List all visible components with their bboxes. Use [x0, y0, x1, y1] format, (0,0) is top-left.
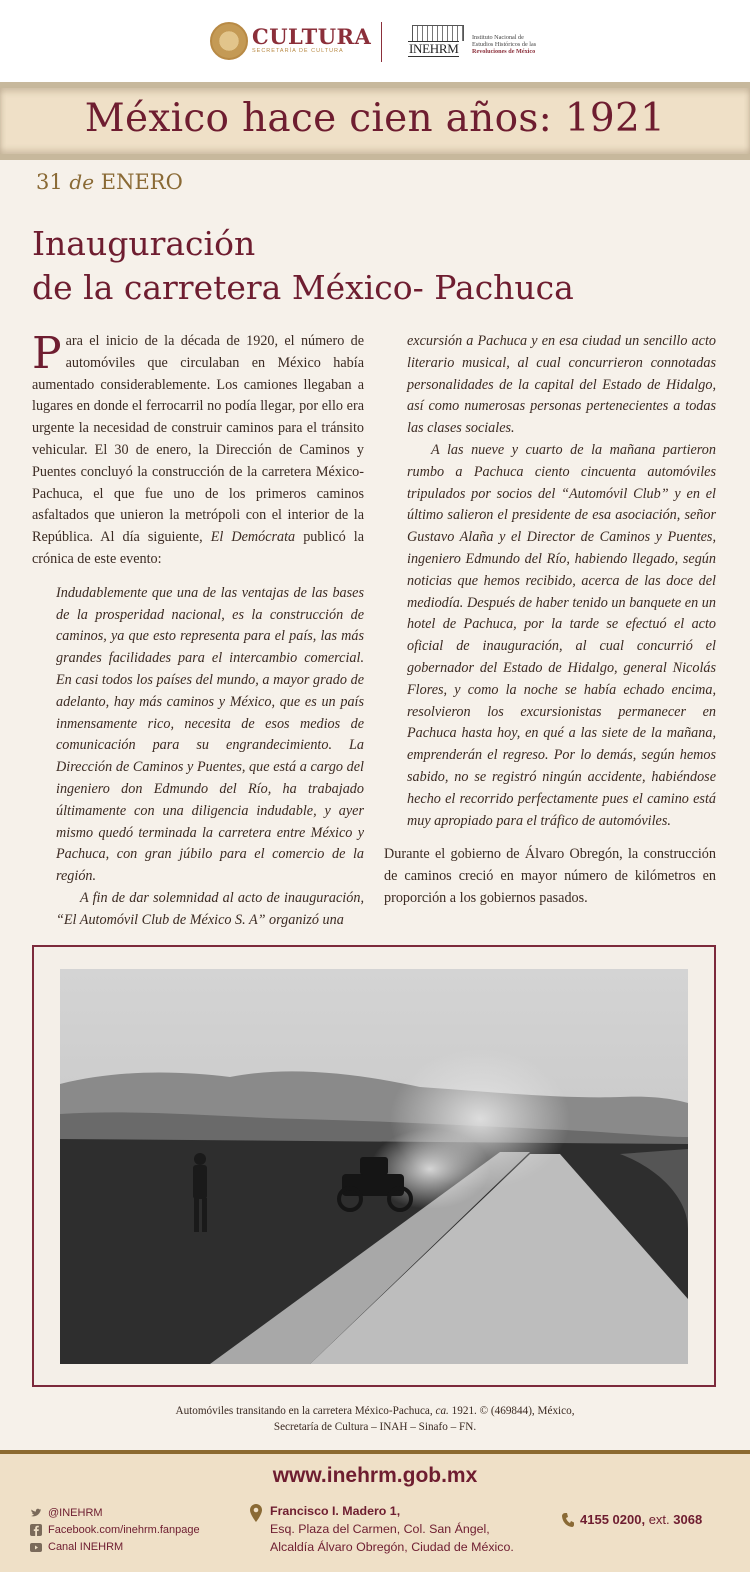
- youtube-icon: [30, 1541, 42, 1553]
- youtube-channel: Canal INEHRM: [48, 1540, 124, 1553]
- building-icon: [412, 25, 464, 41]
- quote-continuation: excursión a Pachuca y en esa ciudad un sencillo acto literario musical, al cual concurrieron connotadas personalidades de la capital del Estado de Hidalgo, así como numerosas personas pertenecientes a todas las clases sociales.: [407, 333, 716, 437]
- newspaper-name: El Demócrata: [210, 529, 296, 546]
- headline-line-1: Inauguración: [32, 224, 256, 263]
- photo-caption: [0, 1403, 750, 1435]
- drop-cap: P: [32, 328, 62, 379]
- location-pin-icon: [250, 1504, 262, 1522]
- facebook-icon: [30, 1524, 42, 1536]
- quote-paragraph-2: A fin de dar solemnidad al acto de inauguración, “El Automóvil Club de México S. A” organizó una: [56, 889, 364, 928]
- facebook-link[interactable]: [30, 1521, 200, 1538]
- inehrm-mark: INEHRM: [409, 41, 459, 56]
- caption-credit: Secretaría de Cultura – INAH – Sinafo – FN.: [273, 1421, 477, 1433]
- cultura-name: CULTURA: [252, 24, 372, 49]
- top-header: [0, 0, 750, 82]
- historic-photo: [60, 969, 688, 1364]
- caption-circa: ca.: [435, 1405, 449, 1417]
- road-scene-illustration: [60, 969, 688, 1364]
- social-links: [30, 1504, 200, 1555]
- address-block: [254, 1502, 514, 1556]
- address-text: [270, 1502, 514, 1556]
- address-line-1: Francisco I. Madero 1,: [270, 1504, 401, 1518]
- cultura-subtitle: SECRETARÍA DE CULTURA: [252, 48, 344, 54]
- intro-text-b: publicó la crónica de este evento:: [32, 529, 365, 567]
- phone-block[interactable]: [562, 1512, 702, 1527]
- closing-paragraph: Durante el gobierno de Álvaro Obregón, la construcción de caminos creció en mayor número de kilómetros en proporción a los gobiernos pasados.: [384, 846, 716, 906]
- caption-text-b: 1921. © (469844), México,: [451, 1405, 575, 1417]
- website-link[interactable]: www.inehrm.gob.mx: [272, 1464, 478, 1487]
- intro-paragraph: [32, 328, 365, 571]
- quote-paragraph-3: A las nueve y cuarto de la mañana partieron rumbo a Pachuca ciento cincuenta automóviles tripulados por socios del “Automóvil Club” y en el último salieron el presidente de esa asociación, señor Gustavo Alaña y el Director de Caminos y Puentes, ingeniero Edmundo del Río, habiendo llegado, según noticias que hemos recibido, acerca de las doce del mediodía. Después de haber tenido un banquete en un hotel de Pachuca, por la tarde se efectuó el acto oficial de inauguración, al cual concurrió el gobernador del Estado de Hidalgo, general Nicolás Flores, y como la noche se había echado encima, resolvieron los excursionistas permanecer en Pachuca hasta hoy, en qué a las siete de la mañana, emprenderán el regreso. Por lo demás, según hemos sabido, no se registró ningún accidente, habiéndose hecho el recorrido perfectamente pues el camino está muy apropiado para el tráfico de automóviles.: [407, 441, 716, 829]
- phone-icon: [562, 1513, 574, 1527]
- quote-paragraph-1: Indudablemente que una de las ventajas de las bases de la prosperidad nacional, es la construcción de caminos, ya que esto representa para el país, las más grandes facilidades para el intercambio comercial. En casi todos los países del mundo, a mayor grado de adelanto, hay más caminos y México, que es un país inmensamente rico, necesita de esos medios de comunicación para su engrandecimiento. La Dirección de Caminos y Puentes, que está a cargo del ingeniero don Edmundo del Río, ha trabajado últimamente con una diligencia indudable, y ayer mismo quedó terminada la carretera entre México y Pachuca, con gran júbilo para el comercio de la región.: [56, 584, 364, 885]
- header-divider: [381, 22, 382, 62]
- headline-line-2: de la carretera México- Pachuca: [32, 268, 574, 307]
- twitter-icon: [30, 1507, 42, 1519]
- address-line-2: Esq. Plaza del Carmen, Col. San Ángel,: [270, 1522, 490, 1536]
- inehrm-line-2: Estudios Históricos de las: [472, 41, 537, 48]
- photo-frame: [32, 945, 716, 1387]
- right-column: [384, 331, 716, 910]
- twitter-handle: @INEHRM: [48, 1506, 103, 1519]
- quote-block-continued: [407, 331, 716, 832]
- quote-block: [56, 583, 364, 932]
- cultura-logo[interactable]: [210, 22, 372, 62]
- title-band: [0, 82, 750, 160]
- intro-text-a: ara el inicio de la década de 1920, el número de automóviles que circulaban en México había aumentado considerablemente. Los camiones llegaban a lugares en donde el ferrocarril no podía llegar, por ello era urgente la necesidad de construir caminos para el tránsito vehicular. El 30 de enero, la Dirección de Caminos y Puentes concluyó la construcción de la carretera México- Pachuca, el que fue uno de los primeros caminos asfaltados que unieron la metrópoli con el interior de la República. Al día siguiente,: [32, 333, 364, 546]
- national-seal-icon: [210, 22, 248, 60]
- twitter-link[interactable]: [30, 1504, 200, 1521]
- article-headline: [32, 222, 722, 310]
- inehrm-line-1: Instituto Nacional de: [472, 34, 524, 41]
- inehrm-fullname: [472, 34, 552, 55]
- date-de: de: [69, 170, 95, 194]
- inehrm-logo[interactable]: [408, 25, 548, 59]
- footer: [0, 1450, 750, 1572]
- date-month: ENERO: [100, 170, 183, 194]
- caption-text-a: Automóviles transitando en la carretera México-Pachuca,: [175, 1405, 433, 1417]
- youtube-link[interactable]: [30, 1538, 200, 1555]
- inehrm-line-3: Revoluciones de México: [472, 48, 536, 55]
- phone-number: 4155 0200, ext. 3068: [580, 1512, 703, 1527]
- address-line-3: Alcaldía Álvaro Obregón, Ciudad de México.: [270, 1540, 514, 1554]
- page-title: México hace cien años: 1921: [84, 96, 666, 141]
- facebook-url: Facebook.com/inehrm.fanpage: [48, 1523, 200, 1536]
- date-day: 31: [36, 170, 63, 194]
- left-column: [32, 328, 365, 932]
- date-line: [36, 170, 183, 194]
